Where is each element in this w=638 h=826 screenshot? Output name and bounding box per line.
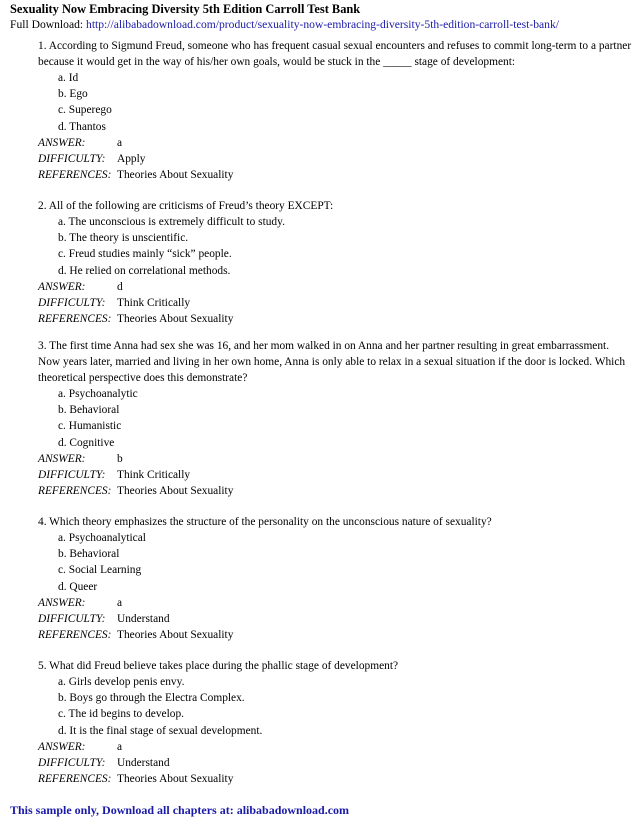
answer-label: ANSWER: xyxy=(38,740,86,753)
answer-label: ANSWER: xyxy=(38,452,86,465)
question-text: 4. Which theory emphasizes the structure of the personality on the unconscious nature of sexuality? xyxy=(38,516,492,528)
option: b. Boys go through the Electra Complex. xyxy=(58,692,245,705)
option: d. Queer xyxy=(58,580,98,593)
download-line xyxy=(10,17,634,33)
difficulty-label: DIFFICULTY: xyxy=(38,613,106,626)
option: a. Girls develop penis envy. xyxy=(58,676,185,688)
download-link[interactable]: http://alibabadownload.com/product/sexuality-now-embracing-diversity-5th-edition-carroll-test-bank/ xyxy=(86,18,559,31)
answer-label: ANSWER: xyxy=(38,280,86,293)
option: c. Superego xyxy=(58,104,112,117)
difficulty-row xyxy=(38,611,634,627)
option: d. Cognitive xyxy=(58,436,115,449)
document-header xyxy=(10,1,634,33)
option: b. Behavioral xyxy=(58,404,120,417)
answer-row xyxy=(38,595,634,611)
option: a. Id xyxy=(58,72,79,84)
references-label: REFERENCES: xyxy=(38,485,112,498)
option: b. Ego xyxy=(58,88,88,101)
difficulty-row xyxy=(38,467,634,483)
difficulty-value: Understand xyxy=(117,613,170,626)
difficulty-row xyxy=(38,755,634,771)
answer-value: d xyxy=(117,280,123,293)
option-list xyxy=(38,674,634,739)
option: a. Psychoanalytical xyxy=(58,532,146,544)
question-4 xyxy=(38,514,634,644)
references-label: REFERENCES: xyxy=(38,773,112,786)
answer-label: ANSWER: xyxy=(38,596,86,609)
references-label: REFERENCES: xyxy=(38,629,112,642)
option: c. The id begins to develop. xyxy=(58,708,185,721)
option: b. Behavioral xyxy=(58,548,120,561)
download-label: Full Download: xyxy=(10,18,87,31)
references-value: Theories About Sexuality xyxy=(117,773,234,786)
question-3 xyxy=(38,338,634,500)
references-label: REFERENCES: xyxy=(38,313,112,326)
option: d. Thantos xyxy=(58,120,106,133)
option-list xyxy=(38,214,634,279)
difficulty-label: DIFFICULTY: xyxy=(38,297,106,310)
question-2 xyxy=(38,198,634,328)
option-list xyxy=(38,386,634,451)
difficulty-value: Understand xyxy=(117,757,170,770)
answer-value: a xyxy=(117,136,123,149)
references-row xyxy=(38,627,634,643)
option: b. The theory is unscientific. xyxy=(58,232,189,245)
references-row xyxy=(38,771,634,787)
question-text: 5. What did Freud believe takes place during the phallic stage of development? xyxy=(38,660,399,672)
references-value: Theories About Sexuality xyxy=(117,485,234,498)
footer-download-notice[interactable]: This sample only, Download all chapters at: alibabadownload.com xyxy=(10,803,350,817)
difficulty-row xyxy=(38,151,634,167)
page-title: Sexuality Now Embracing Diversity 5th Edition Carroll Test Bank xyxy=(10,2,361,16)
difficulty-value: Think Critically xyxy=(117,469,191,482)
difficulty-label: DIFFICULTY: xyxy=(38,469,106,482)
option: d. It is the final stage of sexual development. xyxy=(58,724,263,737)
difficulty-value: Think Critically xyxy=(117,297,191,310)
option-list xyxy=(38,70,634,135)
option-list xyxy=(38,530,634,595)
question-text: 2. All of the following are criticisms of Freud’s theory EXCEPT: xyxy=(38,200,334,212)
option: c. Social Learning xyxy=(58,564,142,577)
answer-value: a xyxy=(117,596,123,609)
answer-value: b xyxy=(117,452,123,465)
answer-row xyxy=(38,279,634,295)
option: a. Psychoanalytic xyxy=(58,388,138,400)
difficulty-label: DIFFICULTY: xyxy=(38,153,106,166)
answer-row xyxy=(38,451,634,467)
option: c. Humanistic xyxy=(58,420,122,433)
references-value: Theories About Sexuality xyxy=(117,629,234,642)
option: d. He relied on correlational methods. xyxy=(58,264,231,277)
question-text: 3. The first time Anna had sex she was 16, and her mom walked in on Anna and her partner resulting in great embarrassment. Now years later, married and living in her own home, Anna is only able to relax in a sexual situation if the door is locked. Which theoretical perspective does this demonstrate? xyxy=(38,340,626,384)
question-text: 1. According to Sigmund Freud, someone who has frequent casual sexual encounters and refuses to commit long-term to a partner because it would get in the way of his/her own goals, would be stuck in the _____ stage of development: xyxy=(38,40,632,68)
question-1 xyxy=(38,38,634,184)
references-row xyxy=(38,311,634,327)
answer-value: a xyxy=(117,740,123,753)
option: c. Freud studies mainly “sick” people. xyxy=(58,248,232,261)
references-value: Theories About Sexuality xyxy=(117,169,234,182)
references-row xyxy=(38,167,634,183)
references-label: REFERENCES: xyxy=(38,169,112,182)
references-row xyxy=(38,483,634,499)
answer-row xyxy=(38,739,634,755)
question-5 xyxy=(38,658,634,788)
answer-row xyxy=(38,135,634,151)
difficulty-label: DIFFICULTY: xyxy=(38,757,106,770)
answer-label: ANSWER: xyxy=(38,136,86,149)
difficulty-value: Apply xyxy=(117,153,146,166)
references-value: Theories About Sexuality xyxy=(117,313,234,326)
difficulty-row xyxy=(38,295,634,311)
option: a. The unconscious is extremely difficult to study. xyxy=(58,216,285,228)
